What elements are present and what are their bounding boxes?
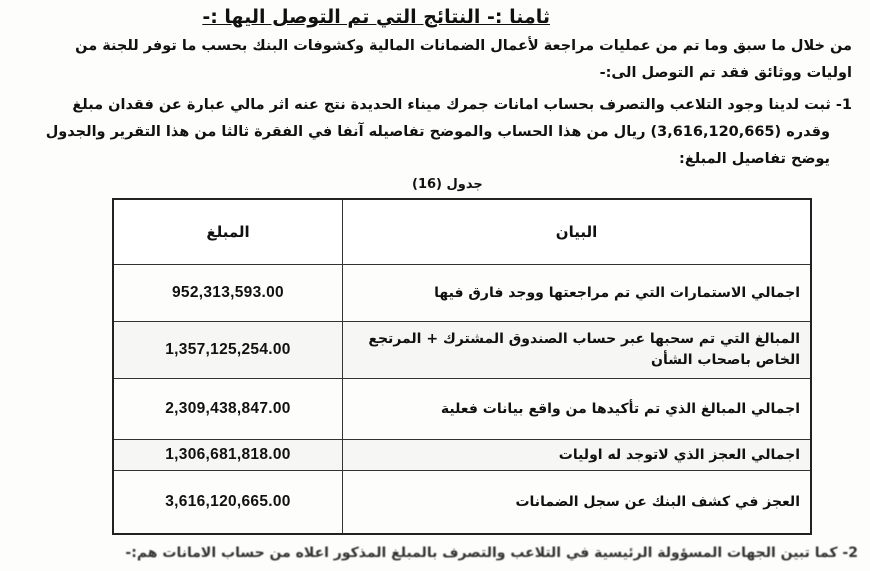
table-row	[113, 265, 811, 322]
finding-1-line-2: وقدره (3,616,120,665) ريال من هذا الحساب والموضح تفاصيله آنفا في الفقرة ثالثا من هذا التقرير والجدول	[45, 124, 830, 140]
amount-cell: 3,616,120,665.00	[113, 471, 343, 535]
table-row	[113, 379, 811, 440]
description-cell: اجمالي الاستمارات التي تم مراجعتها ووجد فارق فيها	[343, 265, 812, 322]
description-cell: اجمالي العجز الذي لاتوجد له اوليات	[343, 440, 812, 471]
results-table	[112, 198, 812, 535]
table-row	[113, 322, 811, 379]
table-header-row	[113, 199, 811, 265]
amount-cell: 1,357,125,254.00	[113, 322, 343, 379]
table-caption: جدول (16)	[412, 177, 483, 192]
table-row	[113, 471, 811, 535]
amount-cell: 952,313,593.00	[113, 265, 343, 322]
description-cell: اجمالي المبالغ الذي تم تأكيدها من واقع بيانات فعلية	[343, 379, 812, 440]
intro-text-line-2: اوليات ووثائق فقد تم التوصل الى:-	[599, 65, 852, 81]
section-heading: ثامنا :- النتائج التي تم التوصل اليها :-	[202, 6, 550, 28]
description-cell: المبالغ التي تم سحبها عبر حساب الصندوق المشترك + المرتجع الخاص باصحاب الشأن	[343, 322, 812, 379]
finding-1-line-1: 1- ثبت لدينا وجود التلاعب والتصرف بحساب امانات جمرك ميناء الحديدة نتج عنه اثر مالي عبارة عن فقدان مبلغ	[72, 97, 852, 113]
description-cell: العجز في كشف البنك عن سجل الضمانات	[343, 471, 812, 535]
amount-cell: 2,309,438,847.00	[113, 379, 343, 440]
finding-1-line-3: يوضح تفاصيل المبلغ:	[679, 151, 830, 167]
table-row	[113, 440, 811, 471]
description-column-header: البيان	[343, 199, 812, 265]
amount-column-header: المبلغ	[113, 199, 343, 265]
amount-cell: 1,306,681,818.00	[113, 440, 343, 471]
finding-2-partial-line: 2- كما تبين الجهات المسؤولة الرئيسية في التلاعب والتصرف بالمبلغ المذكور اعلاه من حساب الامانات هم:-	[125, 545, 858, 561]
intro-text-line-1: من خلال ما سبق وما تم من عمليات مراجعة لأعمال الضمانات المالية وكشوفات البنك بحسب ما توفر للجنة من	[75, 38, 852, 54]
